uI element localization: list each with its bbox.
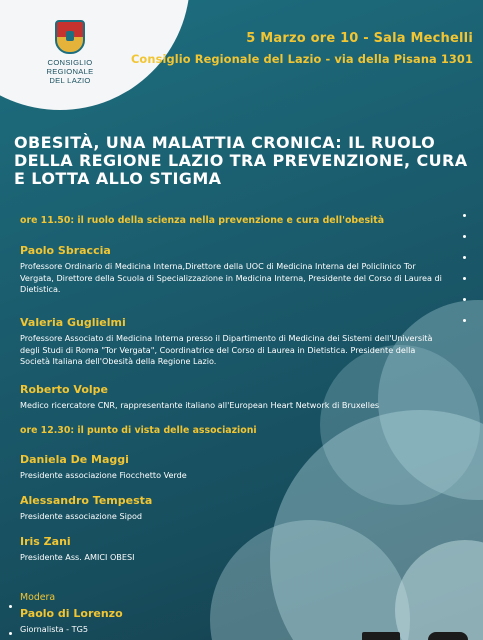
crest-icon xyxy=(55,20,85,54)
speaker xyxy=(20,244,445,296)
speaker-role: Professore Ordinario di Medicina Interna,Direttore della UOC di Medicina Interna del Policlinico Tor Vergata, Direttore della Scuola di Specializzazione in Medicina Interna, Presidente del Corso di Laurea di Dietistica. xyxy=(20,261,442,295)
decorative-dots xyxy=(9,605,12,640)
dot xyxy=(9,605,12,608)
speaker-name: Valeria Guglielmi xyxy=(20,316,126,329)
speaker-role: Presidente Ass. AMICI OBESI xyxy=(20,552,135,562)
speaker-role: Professore Associato di Medicina Interna presso il Dipartimento di Medicina dei Sistemi dell'Università degli Studi di Roma "Tor Vergata", Coordinatrice del Corso di Laurea in Dietistica. Presidente della Società Italiana dell'Obesità della Regione Lazio. xyxy=(20,333,433,367)
speaker-name: Alessandro Tempesta xyxy=(20,494,153,507)
event-title: OBESITÀ, UNA MALATTIA CRONICA: IL RUOLO DELLA REGIONE LAZIO TRA PREVENZIONE, CURA E LOTTA ALLO STIGMA xyxy=(14,133,468,188)
decorative-dots xyxy=(463,214,466,340)
event-venue: Consiglio Regionale del Lazio - via della Pisana 1301 xyxy=(130,52,473,66)
partner-logo xyxy=(428,632,468,640)
event-date: 5 Marzo ore 10 - Sala Mechelli xyxy=(246,31,473,46)
dot xyxy=(463,214,466,217)
session-heading xyxy=(20,215,384,226)
partner-logo xyxy=(362,632,400,640)
speaker-role: Presidente associazione Fiocchetto Verde xyxy=(20,470,187,480)
speaker-name: Roberto Volpe xyxy=(20,383,109,396)
session-time: ore 11.50: xyxy=(20,215,75,226)
logo-line: CONSIGLIO xyxy=(47,58,93,67)
session-heading xyxy=(20,425,257,436)
logo-line: DEL LAZIO xyxy=(49,76,91,85)
moderator-name: Paolo di Lorenzo xyxy=(20,607,123,620)
logo-line: REGIONALE xyxy=(46,67,94,76)
speaker xyxy=(20,316,445,368)
session-time: ore 12.30: xyxy=(20,425,75,436)
speaker xyxy=(20,535,445,564)
session-topic: il punto di vista delle associazioni xyxy=(77,425,257,436)
speaker-name: Paolo Sbraccia xyxy=(20,244,111,257)
dot xyxy=(9,632,12,635)
moderator-role: Giornalista - TG5 xyxy=(20,624,89,634)
event-header xyxy=(131,31,473,66)
speaker-name: Iris Zani xyxy=(20,535,71,548)
speaker-role: Presidente associazione Sipod xyxy=(20,511,143,521)
moderator-label: Modera xyxy=(20,592,56,603)
dot xyxy=(463,277,466,280)
speaker-name: Daniela De Maggi xyxy=(20,453,129,466)
session-topic: il ruolo della scienza nella prevenzione e cura dell'obesità xyxy=(77,215,385,226)
speaker xyxy=(20,494,445,523)
dot xyxy=(463,319,466,322)
dot xyxy=(463,256,466,259)
speaker-role: Medico ricercatore CNR, rappresentante italiano all'European Heart Network di Bruxelles xyxy=(20,400,380,410)
speaker xyxy=(20,453,445,482)
moderator-block xyxy=(20,592,123,634)
speaker xyxy=(20,383,445,412)
dot xyxy=(463,298,466,301)
dot xyxy=(463,235,466,238)
consiglio-regionale-logo xyxy=(28,14,112,85)
